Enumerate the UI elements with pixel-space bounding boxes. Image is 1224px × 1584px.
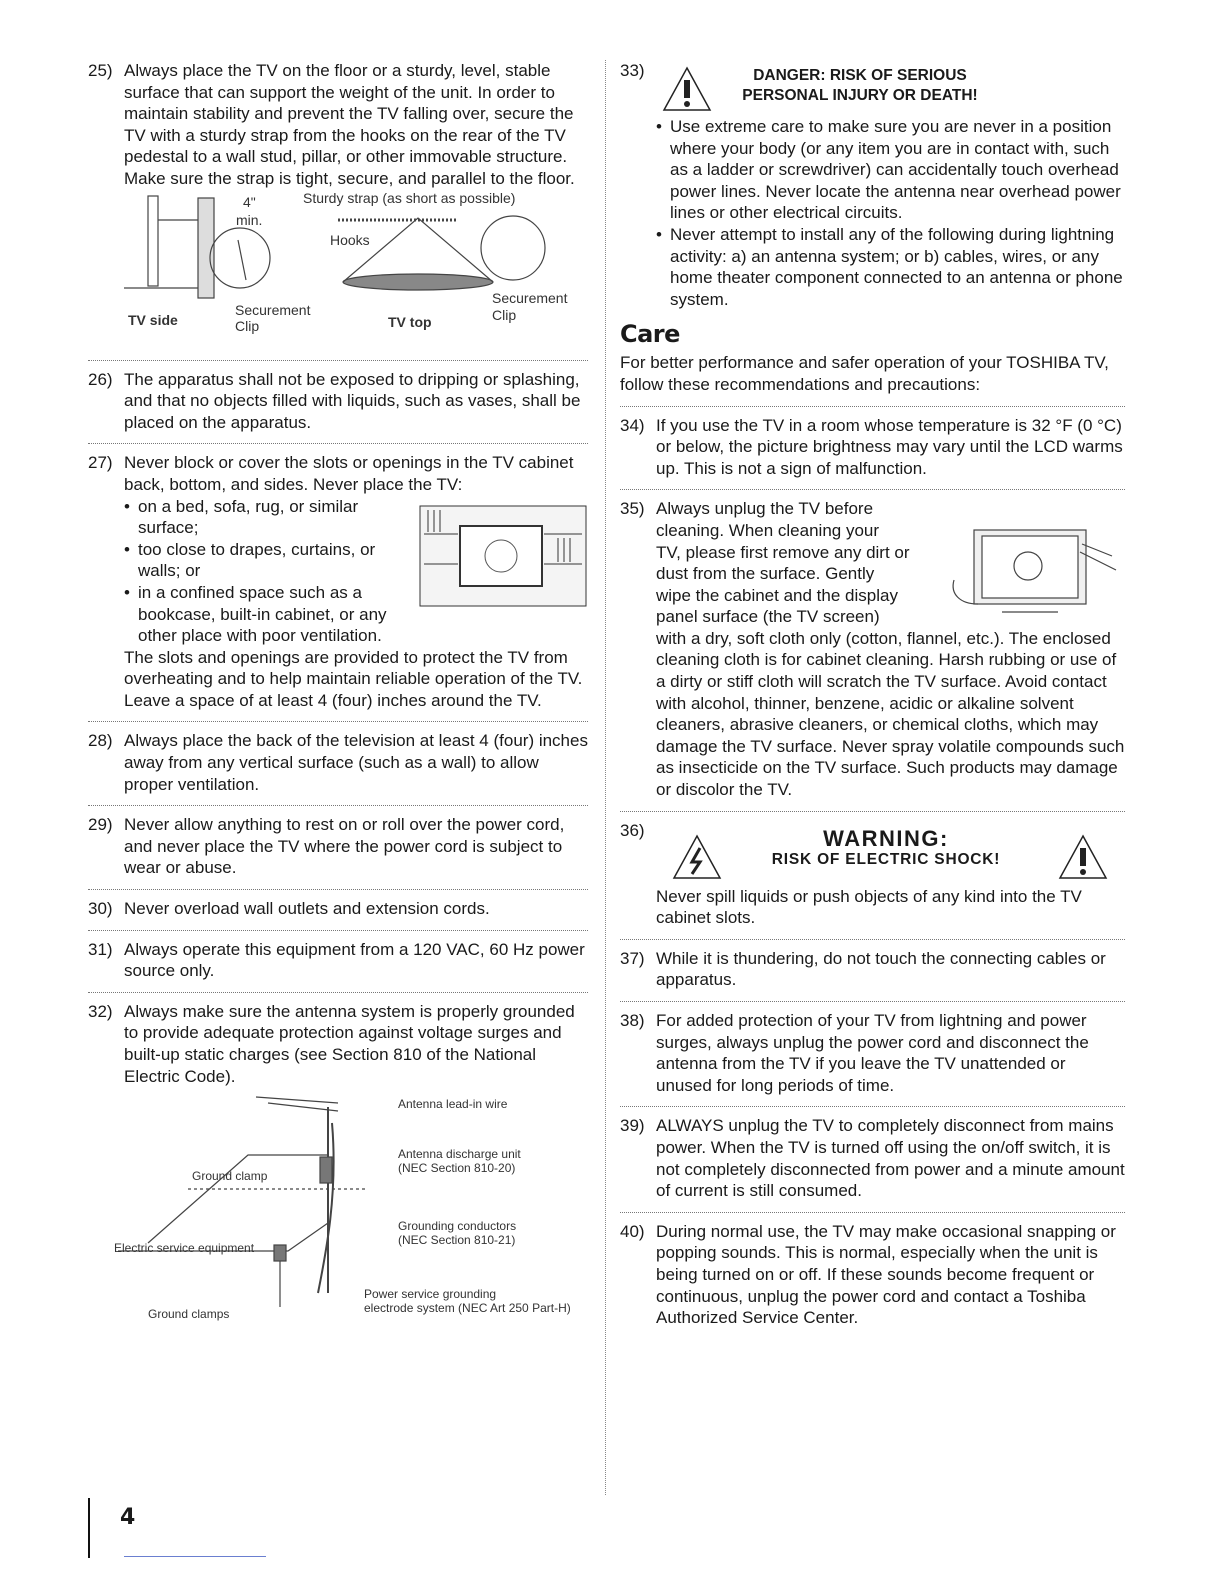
label-ground-clamp: Ground clamp — [192, 1169, 268, 1184]
label-conductors-section: (NEC Section 810-21) — [398, 1233, 516, 1248]
separator — [620, 489, 1125, 490]
clip-detail-circle-2 — [481, 216, 545, 280]
item-text: During normal use, the TV may make occasional snapping or popping sounds. This is normal, especially when the unit is being turned on or off. If these sounds become frequent or continuous, unplug the power cord and contact a Toshiba Authorized Service Center. — [656, 1221, 1116, 1328]
label-tv-top: TV top — [388, 313, 432, 330]
bullet-item: • Use extreme care to make sure you are never in a position where your body (or any item you are in contact with, such as a ladder or screwdriver) can accidentally touch overhead power lines. Never locate the antenna near overhead power lines or other electrical circuits. — [656, 116, 1125, 224]
item-number: 30) — [88, 899, 113, 919]
column-divider — [605, 60, 606, 1495]
label-clip-2: Clip — [492, 306, 517, 323]
item-number: 29) — [88, 815, 113, 835]
label-4in: 4" — [243, 193, 256, 210]
item-39 — [620, 1115, 1125, 1201]
item-text: Never allow anything to rest on or roll over the power cord, and never place the TV where the power cord is subject to wear or abuse. — [124, 815, 565, 878]
item-32 — [88, 1001, 588, 1087]
item-text: The apparatus shall not be exposed to dripping or splashing, and that no objects filled with liquids, such as vases, shall be placed on the apparatus. — [124, 369, 581, 432]
item-text: While it is thundering, do not touch the connecting cables or apparatus. — [656, 948, 1106, 990]
item-text-line: Always unplug the TV before — [656, 499, 874, 519]
separator — [620, 1212, 1125, 1213]
item-number: 28) — [88, 731, 113, 751]
separator — [88, 443, 588, 444]
item-number: 32) — [88, 1001, 113, 1021]
page-margin-bar — [88, 1498, 90, 1558]
item-text: Always place the back of the television at least 4 (four) inches away from any vertical surface (such as a wall) to allow proper ventilation. — [124, 731, 588, 794]
item-29 — [88, 814, 588, 879]
label-lead-in: Antenna lead-in wire — [398, 1097, 508, 1112]
label-discharge: Antenna discharge unit — [398, 1147, 521, 1162]
item-number: 35) — [620, 499, 645, 519]
item-number: 27) — [88, 453, 113, 473]
item-number: 31) — [88, 939, 113, 959]
item-number: 39) — [620, 1116, 645, 1136]
item-38 — [620, 1010, 1125, 1096]
separator — [88, 721, 588, 722]
antenna-figure — [88, 1093, 588, 1333]
item-text: Never block or cover the slots or openings in the TV cabinet back, bottom, and sides. Never place the TV: — [124, 453, 574, 494]
label-securement-2: Securement — [492, 289, 568, 306]
discharge-unit — [320, 1157, 332, 1183]
label-ground-clamps: Ground clamps — [148, 1307, 230, 1322]
danger-heading-line2: PERSONAL INJURY OR DEATH! — [742, 87, 978, 104]
item-27 — [88, 452, 588, 711]
separator — [88, 992, 588, 993]
label-tv-side: TV side — [128, 311, 178, 328]
item-number: 36) — [620, 820, 645, 840]
item-text: with a dry, soft cloth only (cotton, flannel, etc.). The enclosed cleaning cloth is for cabinet cleaning. Harsh rubbing or use of a dirty or stiff cloth will scratch the TV surface. Avoid contact with alcohol, thinner, benzene, acidic or alkaline solvent cleaners, abrasive cleaners, or chemical cloths, which may damage the TV surface. Never spray volatile compounds such as insecticide on the TV surface. Such products may damage or discolor the TV. — [656, 628, 1125, 800]
item-number: 40) — [620, 1221, 645, 1241]
exclamation-warning-icon — [1058, 834, 1108, 880]
label-service-equipment: Electric service equipment — [114, 1241, 255, 1256]
page-number: 4 — [120, 1505, 136, 1530]
left-column — [88, 60, 588, 1333]
item-text-line: TV, please first remove any dirt or — [656, 542, 910, 562]
separator — [88, 930, 588, 931]
item-33 — [620, 60, 1125, 310]
item-37 — [620, 948, 1125, 991]
item-30 — [88, 898, 588, 920]
item-text: ALWAYS unplug the TV to completely disconnect from mains power. When the TV is turned off using the on/off switch, it is not completely disconnected from power and a minute amount of current is still consumed. — [656, 1116, 1125, 1201]
item-text: Always make sure the antenna system is properly grounded to provide adequate protection against voltage surges and built-up static charges (see Section 810 of the National Electric Code). — [124, 1001, 575, 1086]
separator — [88, 889, 588, 890]
label-hooks: Hooks — [330, 231, 370, 248]
right-column — [620, 60, 1125, 1329]
label-min: min. — [236, 211, 263, 228]
clip-detail-circle — [210, 228, 270, 288]
section-title-care: Care — [620, 320, 680, 349]
danger-heading-line1: DANGER: RISK OF SERIOUS — [753, 67, 967, 84]
separator — [88, 805, 588, 806]
separator — [620, 1001, 1125, 1002]
tv-side-shape — [148, 196, 158, 286]
item-28 — [88, 730, 588, 795]
item-text-line: panel surface (the TV screen) — [656, 607, 880, 627]
item-26 — [88, 369, 588, 434]
bullet-item: • on a bed, sofa, rug, or similar surface; — [124, 496, 389, 539]
item-text: Always operate this equipment from a 120 VAC, 60 Hz power source only. — [124, 939, 585, 981]
item-number: 25) — [88, 61, 113, 80]
label-clip-1: Clip — [235, 317, 260, 334]
item-text: Never spill liquids or push objects of any kind into the TV cabinet slots. — [656, 886, 1082, 928]
bullet-item: • in a confined space such as a bookcase, built-in cabinet, or any other place with poor ventilation. — [124, 582, 389, 647]
warning-heading: WARNING: — [823, 825, 949, 851]
bullet-item: • too close to drapes, curtains, or walls; or — [124, 539, 389, 582]
item-text-line: wipe the cabinet and the display — [656, 585, 898, 605]
label-securement-1: Securement — [235, 301, 311, 318]
item-25 — [88, 60, 588, 190]
tv-top-shape — [343, 274, 493, 290]
item-36 — [620, 820, 1125, 929]
separator — [620, 1106, 1125, 1107]
label-power-grounding: Power service grounding — [364, 1287, 497, 1302]
footer-line — [124, 1556, 266, 1557]
label-discharge-section: (NEC Section 810-20) — [398, 1161, 516, 1176]
item-number: 34) — [620, 415, 645, 435]
item-text: The slots and openings are provided to protect the TV from overheating and to help maintain reliable operation of the TV. Leave a space of at least 4 (four) inches around the TV. — [124, 647, 583, 710]
strap-figure — [88, 190, 588, 350]
item-text-line: cleaning. When cleaning your — [656, 520, 880, 540]
item-text: Never overload wall outlets and extension cords. — [124, 899, 490, 919]
electric-shock-icon — [672, 834, 722, 880]
item-40 — [620, 1221, 1125, 1329]
separator — [620, 406, 1125, 407]
warning-exclamation-icon — [662, 66, 712, 112]
label-electrode-system: electrode system (NEC Art 250 Part-H) — [364, 1301, 571, 1316]
warning-subheading: RISK OF ELECTRIC SHOCK! — [771, 851, 1001, 869]
separator — [88, 360, 588, 361]
item-number: 33) — [620, 61, 645, 80]
item-text: For added protection of your TV from lightning and power surges, always unplug the power cord and disconnect the antenna from the TV if you leave the TV unattended or unused for long periods of time. — [656, 1011, 1089, 1095]
label-conductors: Grounding conductors — [398, 1219, 517, 1234]
item-text: If you use the TV in a room whose temperature is 32 °F (0 °C) or below, the picture brightness may vary until the LCD warms up. This is not a sign of malfunction. — [656, 415, 1123, 478]
item-text-line: dust from the surface. Gently — [656, 564, 875, 584]
item-number: 38) — [620, 1011, 645, 1030]
item-35 — [620, 498, 1125, 800]
separator — [620, 811, 1125, 812]
item-text: Always place the TV on the floor or a sturdy, level, stable surface that can support the weight of the unit. In order to maintain stability and prevent the TV falling over, secure the TV with a sturdy strap from the hooks on the rear of the TV pedestal to a wall stud, pillar, or other immovable structure. Make sure the strap is tight, secure, and parallel to the floor. — [124, 61, 575, 188]
care-intro: For better performance and safer operation of your TOSHIBA TV, follow these recommendations and precautions: — [620, 353, 1109, 394]
label-sturdy-strap: Sturdy strap (as short as possible) — [303, 189, 516, 206]
item-number: 37) — [620, 948, 645, 968]
bookcase-illustration — [418, 504, 588, 616]
item-number: 26) — [88, 369, 113, 389]
antenna-diagram — [88, 1093, 588, 1333]
bullet-item: • Never attempt to install any of the following during lightning activity: a) an antenna system; or b) cables, wires, or any home theater component connected to an antenna or phone system. — [656, 224, 1125, 310]
item-31 — [88, 939, 588, 982]
item-34 — [620, 415, 1125, 480]
tv-cleaning-illustration — [940, 504, 1120, 624]
separator — [620, 939, 1125, 940]
